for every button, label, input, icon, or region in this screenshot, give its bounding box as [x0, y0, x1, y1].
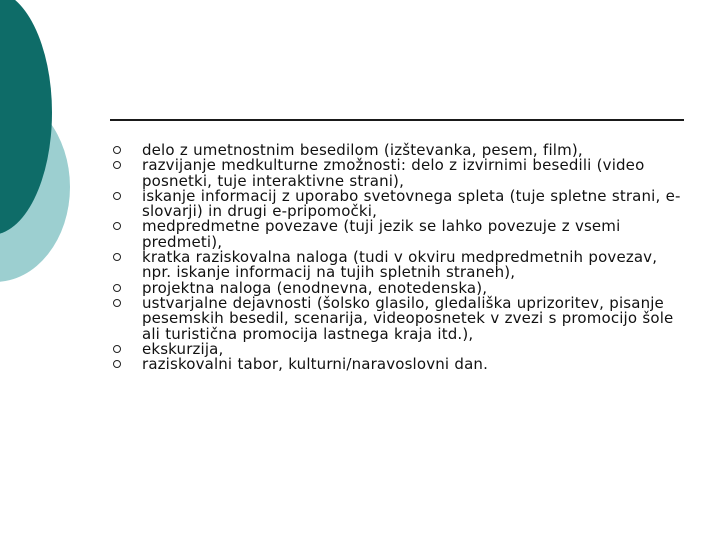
hollow-circle-bullet-icon	[113, 146, 121, 154]
list-item-text: medpredmetne povezave (tuji jezik se lahko povezuje z vsemi predmeti),	[142, 217, 621, 251]
list-item	[113, 357, 688, 372]
hollow-circle-bullet-icon	[113, 299, 121, 307]
title-divider	[110, 119, 684, 121]
list-item	[113, 186, 688, 221]
list-item-text: kratka raziskovalna naloga (tudi v okviru medpredmetnih povezav, npr. iskanje informacij na tujih spletnih straneh),	[142, 248, 658, 282]
list-item	[113, 250, 688, 281]
hollow-circle-bullet-icon	[113, 345, 121, 353]
hollow-circle-bullet-icon	[113, 253, 121, 261]
list-item	[113, 219, 688, 250]
list-item-text: ekskurzija,	[142, 339, 224, 358]
list-item	[113, 158, 688, 189]
list-item-text: delo z umetnostnim besedilom (izštevanka, pesem, film),	[142, 141, 583, 159]
list-item-text: raziskovalni tabor, kulturni/naravoslovni dan.	[142, 355, 488, 374]
hollow-circle-bullet-icon	[113, 284, 121, 292]
list-item-text: iskanje informacij z uporabo svetovnega spleta (tuje spletne strani, e-slovarji) in drugi e-pripomočki,	[142, 186, 681, 221]
hollow-circle-bullet-icon	[113, 192, 121, 200]
list-item-text: ustvarjalne dejavnosti (šolsko glasilo, gledališka uprizoritev, pisanje pesemskih besedil, scenarija, videoposnetek v zvezi s promocijo šole ali turistična promocija lastnega kraja itd.),	[142, 293, 674, 343]
list-item-text: projektna naloga (enodnevna, enotedenska),	[142, 278, 488, 297]
hollow-circle-bullet-icon	[113, 222, 121, 230]
hollow-circle-bullet-icon	[113, 161, 121, 169]
list-item	[113, 293, 688, 343]
list-item-text: razvijanje medkulturne zmožnosti: delo z izvirnimi besedili (video posnetki, tuje interaktivne strani),	[142, 156, 645, 190]
hollow-circle-bullet-icon	[113, 360, 121, 368]
bullet-list	[113, 143, 688, 372]
